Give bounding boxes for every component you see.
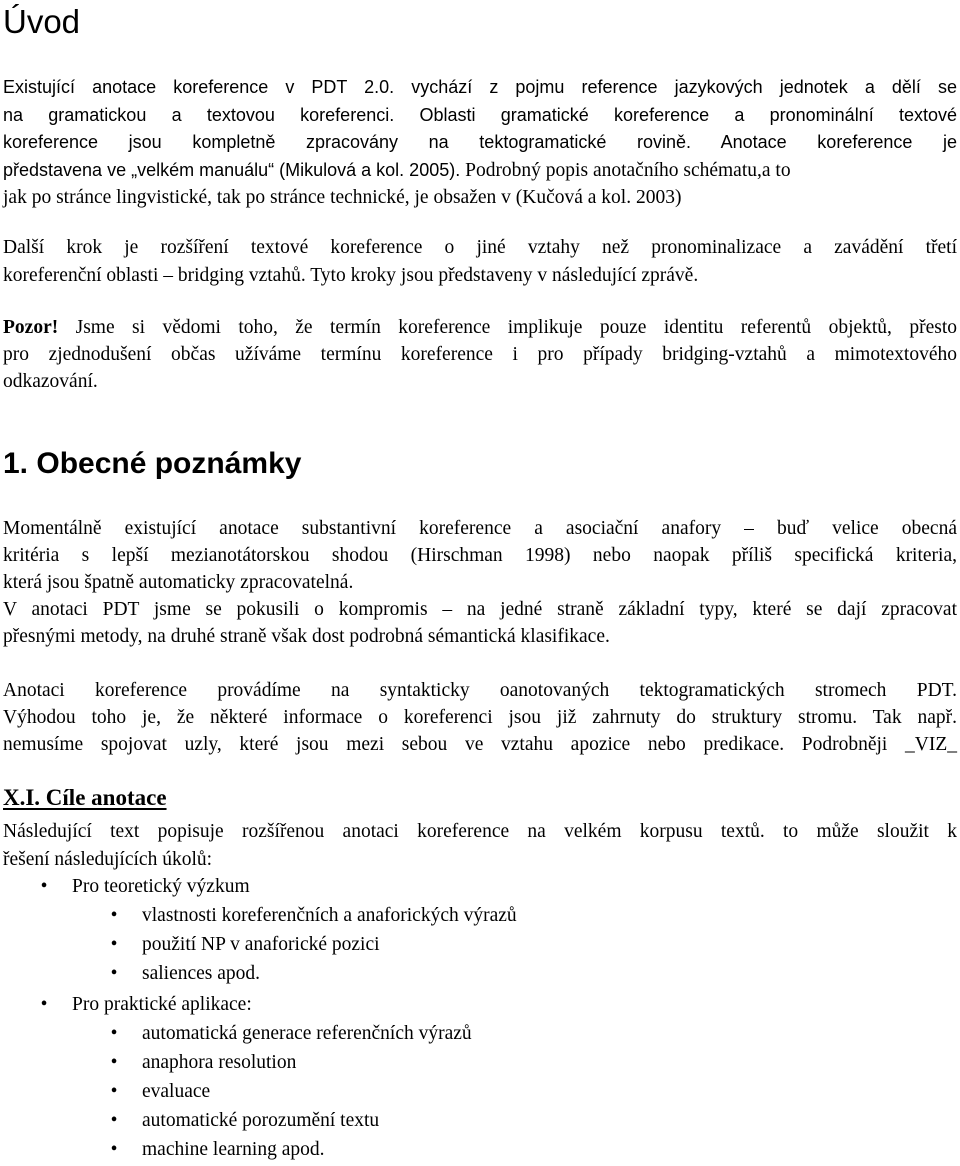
bullet-icon: •: [110, 1052, 118, 1073]
bullet-icon: •: [110, 1139, 118, 1160]
general-line: přesnými metody, na druhé straně však dost podrobná sémantická klasifikace.: [3, 626, 610, 647]
intro-line: koreference jsou kompletně zpracovány na tektogramatické rovině. Anotace koreference je: [3, 132, 957, 152]
note-line: pro zjednodušení občas užíváme termínu koreference i pro případy bridging-vztahů a mimotextového: [3, 344, 957, 365]
list-item-label: machine learning apod.: [142, 1139, 325, 1160]
list-item-label: použití NP v anaforické pozici: [142, 934, 380, 955]
general-line: která jsou špatně automaticky zpracovatelná.: [3, 572, 354, 593]
bullet-icon: •: [110, 963, 118, 984]
heading-obecne-poznamky: 1. Obecné poznámky: [3, 447, 302, 480]
list-item-label: saliences apod.: [142, 963, 261, 984]
intro-line: Existující anotace koreference v PDT 2.0. vychází z pojmu reference jazykových jednotek a dělí se: [3, 77, 957, 97]
intro-line: jak po stránce lingvistické, tak po stránce technické, je obsažen v (Kučová a kol. 2003): [3, 187, 682, 208]
list-item-label: automatické porozumění textu: [142, 1110, 380, 1131]
note-label: Pozor!: [3, 317, 59, 338]
bullet-icon: •: [40, 876, 48, 897]
next-line: koreferenční oblasti – bridging vztahů. Tyto kroky jsou představeny v následující zprávě.: [3, 264, 699, 286]
intro-line-mixed: [3, 157, 957, 185]
next-line: Další krok je rozšíření textové koreference o jiné vztahy než pronominalizace a zavádění třetí: [3, 237, 957, 258]
list-item-label: anaphora resolution: [142, 1052, 297, 1073]
bullet-icon: •: [110, 1110, 118, 1131]
heading-uvod: Úvod: [3, 3, 81, 40]
general-line: Anotaci koreference provádíme na syntakticky oanotovaných tektogramatických stromech PDT.: [3, 680, 957, 701]
heading-cile-anotace: X.I. Cíle anotace: [3, 785, 167, 810]
general-line: nemusíme spojovat uzly, které jsou mezi sebou ve vztahu apozice nebo predikace. Podrobněji _VIZ_: [3, 734, 957, 755]
intro-line-serif-part: Podrobný popis anotačního schématu,a to: [465, 159, 791, 181]
general-paragraph-3: [3, 677, 957, 758]
general-line: V anotaci PDT jsme se pokusili o kompromis – na jedné straně základní typy, které se dají zpracovat: [3, 599, 957, 620]
general-paragraph-1: [3, 515, 957, 596]
goals-intro-paragraph: [3, 818, 957, 873]
intro-paragraph: [3, 74, 957, 212]
goals-intro-line: řešení následujících úkolů:: [3, 848, 213, 870]
intro-line: na gramatickou a textovou koreferenci. Oblasti gramatické koreference a pronominální textové: [3, 104, 957, 125]
note-line-first: [3, 314, 957, 341]
goals-intro-line: Následující text popisuje rozšířenou anotaci koreference na velkém korpusu textů. to může sloužit k: [3, 821, 957, 842]
next-step-paragraph: [3, 234, 957, 289]
note-line-text: Jsme si vědomi toho, že termín koreference implikuje pouze identitu referentů objektů, přesto: [75, 317, 957, 338]
general-line: Momentálně existující anotace substantivní koreference a asociační anafory – buď velice obecná: [3, 518, 957, 539]
general-line: kritéria s lepší mezianotátorskou shodou (Hirschman 1998) nebo naopak příliš specifická kriteria,: [3, 545, 957, 566]
bullet-icon: •: [40, 994, 48, 1015]
note-paragraph: [3, 314, 957, 395]
list-item-label: Pro praktické aplikace:: [72, 994, 252, 1015]
bullet-icon: •: [110, 1081, 118, 1102]
list-item-label: evaluace: [142, 1081, 211, 1102]
list-item-label: automatická generace referenčních výrazů: [142, 1023, 472, 1044]
list-item-label: vlastnosti koreferenčních a anaforických výrazů: [142, 905, 517, 926]
bullet-icon: •: [110, 934, 118, 955]
list-item-label: Pro teoretický výzkum: [72, 876, 250, 897]
intro-line-sans-part: představena ve „velkém manuálu“ (Mikulová a kol. 2005).: [3, 159, 461, 180]
bullet-icon: •: [110, 1023, 118, 1044]
bullet-icon: •: [110, 905, 118, 926]
general-line: Výhodou toho je, že některé informace o koreferenci jsou již zahrnuty do struktury stromu. Tak např.: [3, 707, 957, 728]
general-paragraph-2: [3, 596, 957, 650]
note-line: odkazování.: [3, 371, 98, 392]
